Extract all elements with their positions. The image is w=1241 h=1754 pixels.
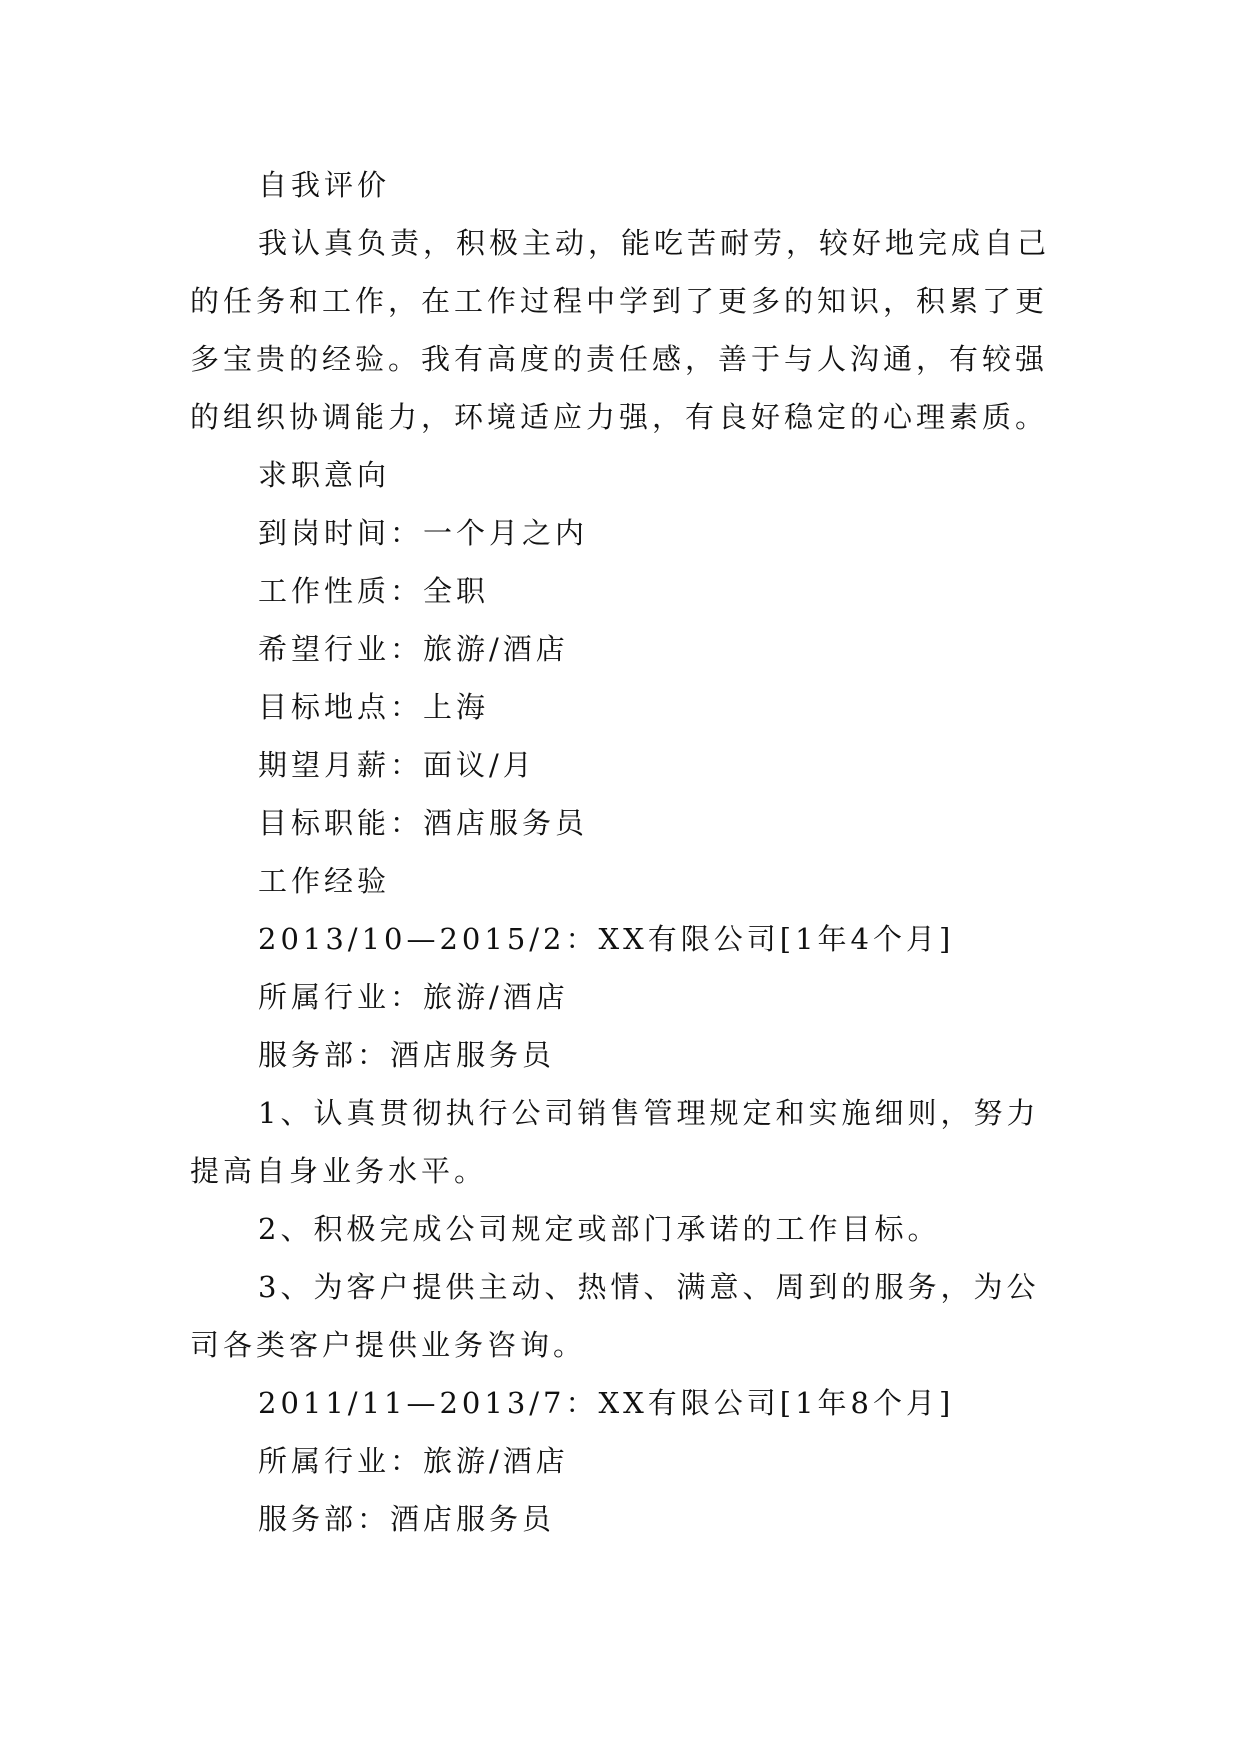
job-intention-item: 到岗时间：一个月之内 <box>258 516 589 550</box>
job-industry: 所属行业：旅游/酒店 <box>258 1444 569 1478</box>
job-duty-line: 2、积极完成公司规定或部门承诺的工作目标。 <box>258 1212 941 1246</box>
paragraph-line: 的组织协调能力，环境适应力强，有良好稳定的心理素质。 <box>190 400 1049 434</box>
job-period: 2011/11—2013/7：XX有限公司[1年8个月] <box>258 1386 955 1420</box>
job-duty-line: 司各类客户提供业务咨询。 <box>190 1328 587 1362</box>
job-intention-item: 期望月薪：面议/月 <box>258 748 536 782</box>
job-duty-line: 提高自身业务水平。 <box>190 1154 488 1188</box>
job-duty-line: 1、认真贯彻执行公司销售管理规定和实施细则，努力 <box>258 1096 1040 1130</box>
job-intention-item: 希望行业：旅游/酒店 <box>258 632 569 666</box>
paragraph-line: 的任务和工作，在工作过程中学到了更多的知识，积累了更 <box>190 284 1049 318</box>
heading-self-evaluation: 自我评价 <box>258 168 391 202</box>
job-department: 服务部：酒店服务员 <box>258 1038 556 1072</box>
job-department: 服务部：酒店服务员 <box>258 1502 556 1536</box>
paragraph-line: 我认真负责，积极主动，能吃苦耐劳，较好地完成自己 <box>258 226 1051 260</box>
paragraph-line: 多宝贵的经验。我有高度的责任感，善于与人沟通，有较强 <box>190 342 1049 376</box>
job-intention-item: 目标职能：酒店服务员 <box>258 806 589 840</box>
heading-job-intention: 求职意向 <box>258 458 391 492</box>
job-period: 2013/10—2015/2：XX有限公司[1年4个月] <box>258 922 955 956</box>
job-intention-item: 目标地点：上海 <box>258 690 490 724</box>
job-industry: 所属行业：旅游/酒店 <box>258 980 569 1014</box>
heading-work-experience: 工作经验 <box>258 864 391 898</box>
job-duty-line: 3、为客户提供主动、热情、满意、周到的服务，为公 <box>258 1270 1040 1304</box>
job-intention-item: 工作性质：全职 <box>258 574 490 608</box>
